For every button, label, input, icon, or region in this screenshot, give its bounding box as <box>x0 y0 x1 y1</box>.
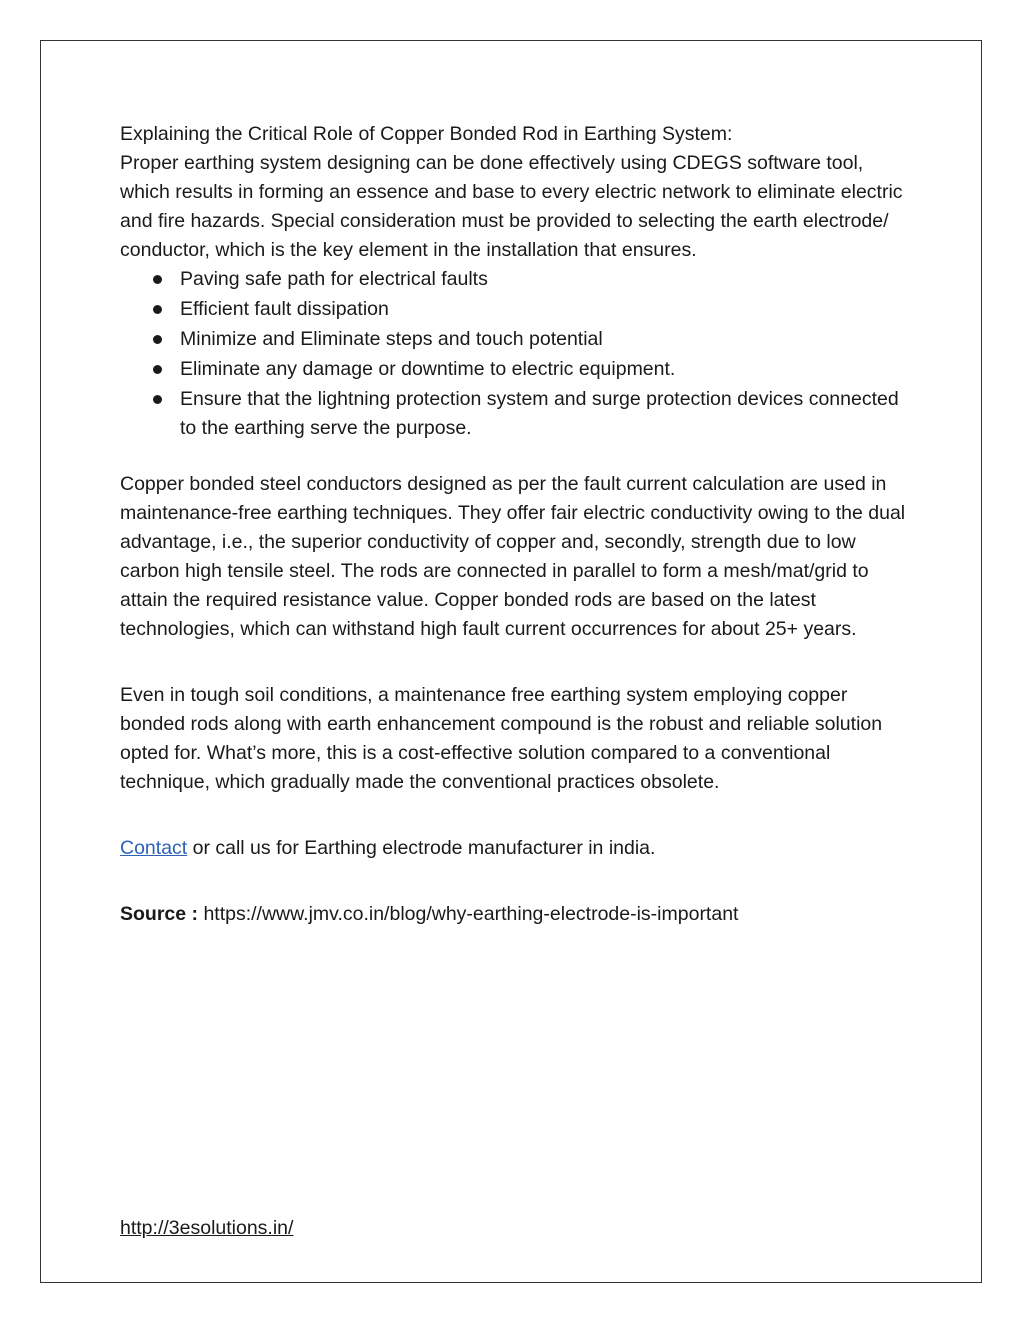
list-item-text: Minimize and Eliminate steps and touch potential <box>180 328 603 350</box>
list-item <box>120 265 910 294</box>
bullet-icon <box>153 365 162 374</box>
contact-line <box>120 834 910 863</box>
contact-text: or call us for Earthing electrode manufacturer in india. <box>187 837 656 859</box>
bullet-icon <box>153 335 162 344</box>
list-item <box>120 325 910 354</box>
list-item-text: Paving safe path for electrical faults <box>180 268 488 290</box>
source-url: https://www.jmv.co.in/blog/why-earthing-electrode-is-important <box>198 903 739 925</box>
section-heading: Explaining the Critical Role of Copper Bonded Rod in Earthing System: <box>120 123 733 145</box>
list-item-text: Ensure that the lightning protection system and surge protection devices connected to the earthing serve the purpose. <box>180 388 899 439</box>
footer-website-link[interactable]: http://3esolutions.in/ <box>120 1217 294 1239</box>
list-item-text: Efficient fault dissipation <box>180 298 389 320</box>
list-item <box>120 295 910 324</box>
list-item <box>120 385 910 443</box>
bullet-icon <box>153 305 162 314</box>
source-label: Source : <box>120 903 199 925</box>
soil-conditions-paragraph: Even in tough soil conditions, a maintenance free earthing system employing copper bonded rods along with earth enhancement compound is the robust and reliable solution opted for. What’s more, this is a cost-effective solution compared to a conventional technique, which gradually made the conventional practices obsolete. <box>120 684 883 793</box>
bullet-icon <box>153 275 162 284</box>
copper-bonded-paragraph: Copper bonded steel conductors designed as per the fault current calculation are used in maintenance-free earthing techniques. They offer fair electric conductivity owing to the dual advantage, i.e., the superior conductivity of copper and, secondly, strength due to low carbon high tensile steel. The rods are connected in parallel to form a mesh/mat/grid to attain the required resistance value. Copper bonded rods are based on the latest technologies, which can withstand high fault current occurrences for about 25+ years. <box>120 473 906 640</box>
intro-paragraph: Proper earthing system designing can be done effectively using CDEGS software tool, which results in forming an essence and base to every electric network to eliminate electric and fire hazards. Special consideration must be provided to selecting the earth electrode/ conductor, which is the key element in the installation that ensures. <box>120 152 903 261</box>
document-body <box>120 120 910 929</box>
source-line <box>120 900 910 929</box>
contact-link[interactable]: Contact <box>120 837 188 859</box>
benefits-list <box>120 265 910 443</box>
list-item-text: Eliminate any damage or downtime to electric equipment. <box>180 358 676 380</box>
bullet-icon <box>153 395 162 404</box>
list-item <box>120 355 910 384</box>
